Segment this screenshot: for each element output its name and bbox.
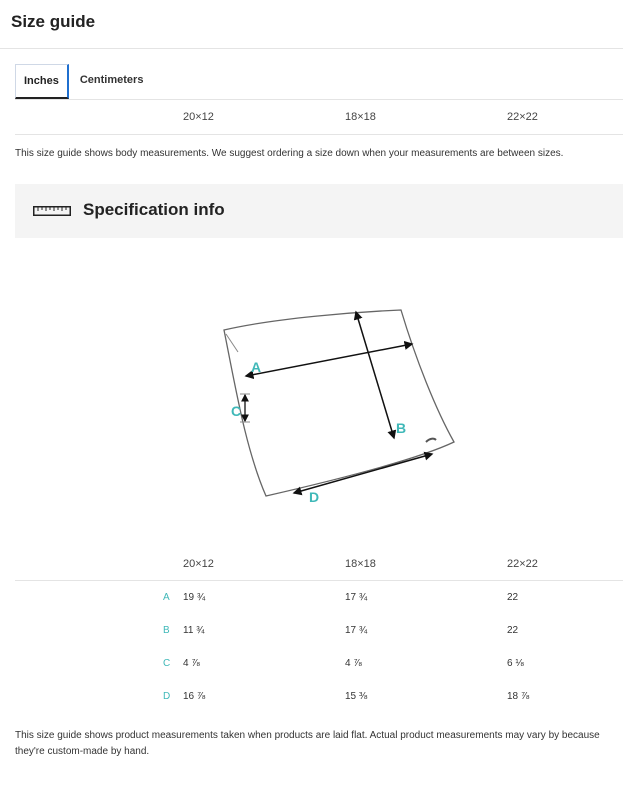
tab-inches[interactable]: Inches (15, 64, 69, 99)
row-label: D (163, 691, 171, 702)
table-cell: 4 ⅞ (345, 658, 362, 669)
size-label: 22×22 (507, 111, 538, 123)
row-label: B (163, 625, 170, 636)
table-cell: 16 ⅞ (183, 691, 206, 702)
diagram-label-d: D (309, 489, 320, 505)
size-header-row (15, 99, 623, 135)
column-header: 20×12 (183, 558, 214, 570)
diagram-label-a: A (251, 359, 262, 375)
column-header: 18×18 (345, 558, 376, 570)
spec-title: Specification info (83, 200, 225, 219)
row-label: A (163, 592, 170, 603)
column-header: 22×22 (507, 558, 538, 570)
row-label: C (163, 658, 171, 669)
table-cell: 4 ⅞ (183, 658, 200, 669)
unit-tabs (15, 64, 151, 100)
table-cell: 22 (507, 592, 519, 603)
table-cell: 17 ¾ (345, 592, 368, 603)
diagram-label-b: B (396, 420, 407, 436)
tab-centimeters[interactable]: Centimeters (79, 74, 144, 86)
table-cell: 6 ⅛ (507, 658, 524, 669)
ruler-icon (33, 206, 71, 216)
pillow-diagram (216, 300, 466, 515)
size-label: 20×12 (183, 111, 214, 123)
header (0, 0, 623, 49)
table-cell: 17 ¾ (345, 625, 368, 636)
table-cell: 15 ⅜ (345, 691, 368, 702)
table-row (15, 615, 623, 648)
table-row (15, 681, 623, 714)
specification-section (15, 184, 623, 238)
diagram-label-c: C (231, 403, 242, 419)
measurement-table-header (15, 548, 623, 581)
table-row (15, 582, 623, 615)
table-cell: 19 ¾ (183, 592, 206, 603)
table-cell: 18 ⅞ (507, 691, 530, 702)
table-cell: 22 (507, 625, 519, 636)
product-measurement-note: This size guide shows product measurements taken when products are laid flat. Actual product measurements may vary by because they're custom-made by hand. (15, 730, 600, 757)
table-cell: 11 ¾ (183, 625, 205, 636)
table-row (15, 648, 623, 681)
page-title: Size guide (11, 12, 96, 31)
body-measurement-note: This size guide shows body measurements. We suggest ordering a size down when your measurements are between sizes. (15, 148, 564, 159)
size-label: 18×18 (345, 111, 376, 123)
